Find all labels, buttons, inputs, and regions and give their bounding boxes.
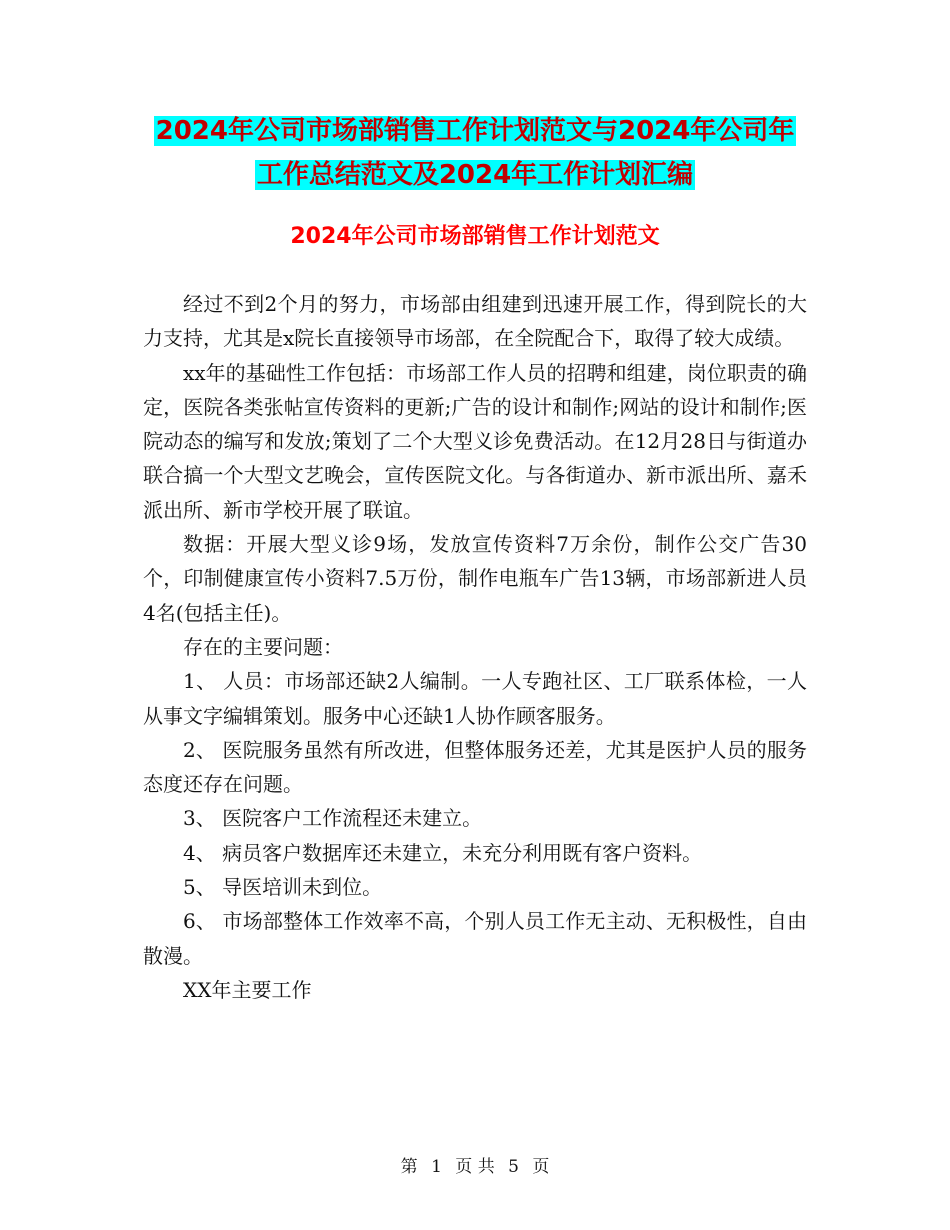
document-title-line-2	[0, 155, 950, 195]
paragraph: 存在的主要问题：	[183, 634, 343, 659]
section-title: 2024年公司市场部销售工作计划范文	[290, 224, 660, 249]
footer-total-pages: 5	[508, 1157, 519, 1177]
list-item: 5、 导医培训未到位。	[183, 875, 383, 900]
footer-page-number: 1	[431, 1157, 442, 1177]
title-highlight: 2024年公司市场部销售工作计划范文与2024年公司年	[155, 116, 795, 146]
footer-mid: 页 共	[455, 1157, 495, 1177]
list-item: 6、 市场部整体工作效率不高，个别人员工作无主动、无积极性，自由散漫。	[143, 909, 807, 968]
list-item: 2、 医院服务虽然有所改进，但整体服务还差，尤其是医护人员的服务态度还存在问题。	[143, 737, 807, 797]
document-body	[143, 287, 807, 1007]
footer-prefix: 第	[400, 1157, 418, 1177]
list-item: 3、 医院客户工作流程还未建立。	[183, 806, 483, 831]
paragraph: XX年主要工作	[183, 977, 312, 1002]
paragraph: 经过不到2个月的努力，市场部由组建到迅速开展工作，得到院长的大力支持，尤其是x院长直接领导市场部，在全院配合下，取得了较大成绩。	[143, 292, 807, 351]
paragraph: xx年的基础性工作包括：市场部工作人员的招聘和组建，岗位职责的确定，医院各类张帖宣传资料的更新;广告的设计和制作;网站的设计和制作;医院动态的编写和发放;策划了二个大型义诊免费活动。在12月28日与街道办联合搞一个大型文艺晚会，宣传医院文化。与各街道办、新市派出所、嘉禾派出所、新市学校开展了联谊。	[143, 360, 807, 522]
page-footer	[0, 1152, 950, 1177]
footer-suffix: 页	[532, 1157, 550, 1177]
title-highlight: 工作总结范文及2024年工作计划汇编	[256, 160, 694, 190]
paragraph: 数据：开展大型义诊9场，发放宣传资料7万余份，制作公交广告30个，印制健康宣传小资料7.5万份，制作电瓶车广告13辆，市场部新进人员4名(包括主任)。	[143, 532, 807, 625]
list-item: 4、 病员客户数据库还未建立，未充分利用既有客户资料。	[183, 840, 703, 865]
document-title-line-1	[0, 111, 950, 151]
list-item: 1、 人员：市场部还缺2人编制。一人专跑社区、工厂联系体检，一人从事文字编辑策划。服务中心还缺1人协作顾客服务。	[143, 669, 807, 728]
